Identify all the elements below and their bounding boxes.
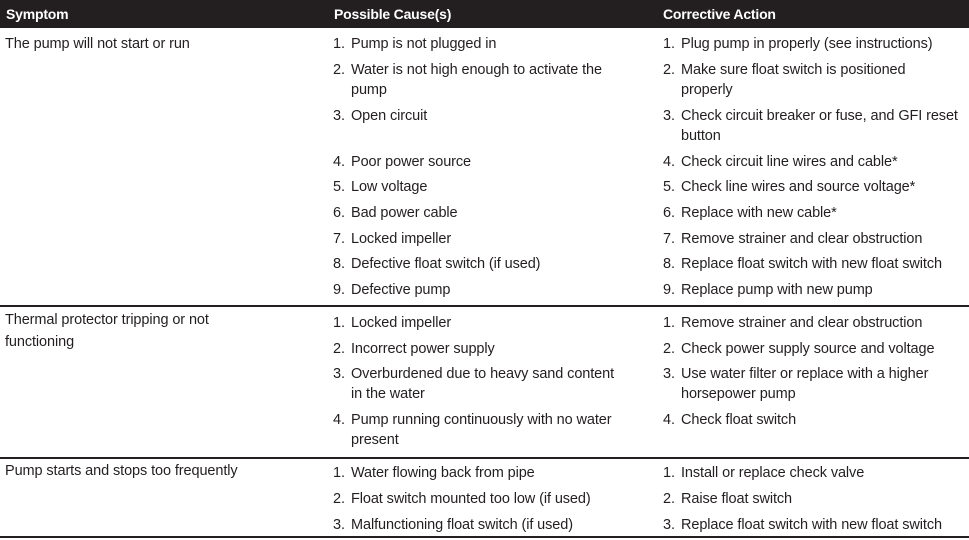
cause-item: 2. Incorrect power supply <box>333 341 495 357</box>
cause-item: 3. Malfunctioning float switch (if used) <box>333 517 573 533</box>
action-item: 3. Check circuit breaker or fuse, and GFI reset button <box>663 108 958 144</box>
cause-item: 7. Locked impeller <box>333 231 452 247</box>
action-item: 7. Remove strainer and clear obstruction <box>663 231 923 247</box>
cause-item: 2. Water is not high enough to activate the pump <box>333 62 602 98</box>
cause-item: 6. Bad power cable <box>333 205 458 221</box>
row-divider <box>0 305 969 307</box>
cause-item: 8. Defective float switch (if used) <box>333 256 541 272</box>
cause-item: 3. Open circuit <box>333 108 428 124</box>
symptom-cell: Thermal protector tripping or not functioning <box>5 312 209 350</box>
action-item: 6. Replace with new cable* <box>663 205 837 221</box>
symptom-cell: Pump starts and stops too frequently <box>5 463 238 479</box>
action-item: 4. Check float switch <box>663 412 797 428</box>
action-item: 2. Raise float switch <box>663 491 793 507</box>
cause-item: 1. Locked impeller <box>333 315 452 331</box>
action-item: 5. Check line wires and source voltage* <box>663 179 916 195</box>
cause-item: 3. Overburdened due to heavy sand content in the water <box>333 366 615 402</box>
cause-item: 9. Defective pump <box>333 282 451 298</box>
header-possible-causes: Possible Cause(s) <box>334 6 452 22</box>
action-item: 1. Install or replace check valve <box>663 465 865 481</box>
action-item: 8. Replace float switch with new float switch <box>663 256 942 272</box>
row-divider <box>0 457 969 459</box>
cause-item: 1. Water flowing back from pipe <box>333 465 535 481</box>
action-item: 2. Make sure float switch is positioned properly <box>663 62 906 98</box>
table-header <box>0 0 969 28</box>
action-item: 4. Check circuit line wires and cable* <box>663 154 898 170</box>
action-item: 2. Check power supply source and voltage <box>663 341 935 357</box>
action-item: 3. Use water filter or replace with a higher horsepower pump <box>663 366 929 402</box>
cause-item: 5. Low voltage <box>333 179 428 195</box>
symptom-cell: The pump will not start or run <box>5 36 190 52</box>
action-item: 1. Plug pump in properly (see instructions) <box>663 36 933 52</box>
cause-item: 4. Pump running continuously with no water present <box>333 412 612 448</box>
header-corrective-action: Corrective Action <box>663 6 776 22</box>
cause-item: 4. Poor power source <box>333 154 471 170</box>
header-symptom: Symptom <box>6 6 69 22</box>
row-divider <box>0 536 969 538</box>
action-item: 9. Replace pump with new pump <box>663 282 873 298</box>
action-item: 3. Replace float switch with new float switch <box>663 517 942 533</box>
action-item: 1. Remove strainer and clear obstruction <box>663 315 923 331</box>
cause-item: 2. Float switch mounted too low (if used) <box>333 491 591 507</box>
cause-item: 1. Pump is not plugged in <box>333 36 497 52</box>
